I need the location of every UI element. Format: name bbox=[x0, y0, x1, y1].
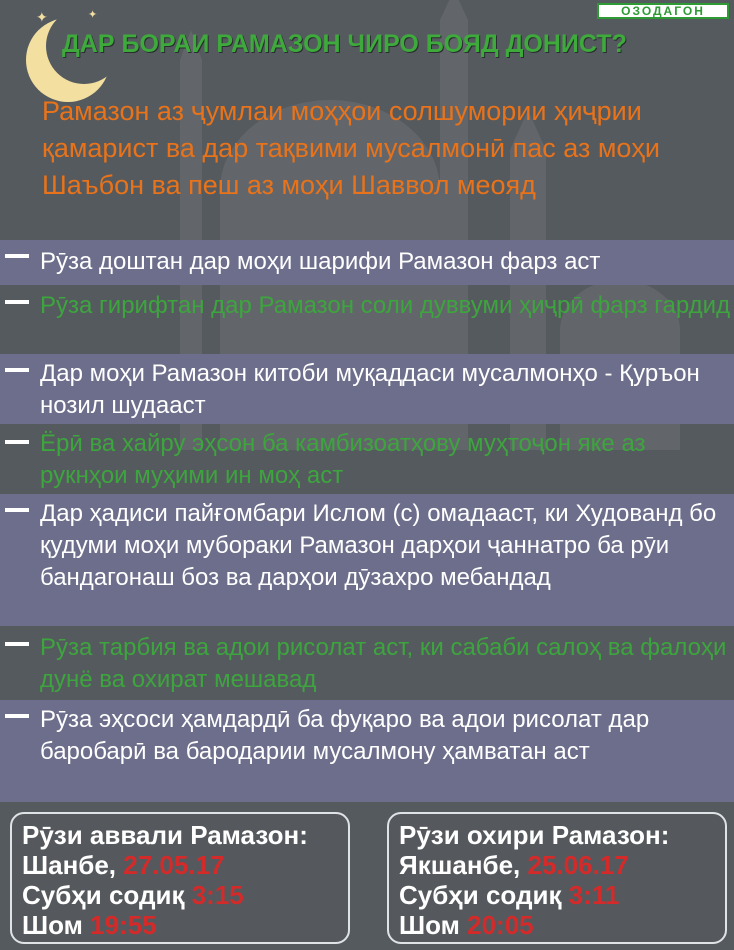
last-day-dawn-label: Субҳи содиқ bbox=[399, 880, 562, 910]
svg-text:✦: ✦ bbox=[88, 8, 98, 21]
first-day-heading: Рӯзи аввали Рамазон: bbox=[22, 820, 308, 850]
dash-icon bbox=[5, 368, 29, 372]
fact-text: Рӯза гирифтан дар Рамазон соли дуввуми ҳиҷрӣ фарз гардид bbox=[40, 292, 731, 319]
fact-text: Ёрӣ ва хайру эҳсон ба камбизоатҳову муҳтоҷон яке аз рукнҳои муҳими ин моҳ аст bbox=[40, 430, 646, 489]
first-day-dawn-label: Субҳи содиқ bbox=[22, 880, 185, 910]
fact-text: Рӯза эҳсоси ҳамдардӣ ба фуқаро ва адои рисолат дар баробарӣ ва бародарии мусалмону ҳамватан аст bbox=[40, 706, 650, 765]
first-day-evening-row bbox=[22, 910, 348, 940]
first-day-box bbox=[10, 812, 350, 944]
fact-text: Дар ҳадиси пайғомбари Ислом (с) омадааст, ки Худованд бо қудуми моҳи мубораки Рамазон дарҳои ҷаннатро ба рӯи бандагонаш боз ва дарҳои дӯзахро мебандад bbox=[40, 500, 717, 591]
first-day-evening-time: 19:55 bbox=[90, 910, 157, 940]
fact-text: Рӯза доштан дар моҳи шарифи Рамазон фарз аст bbox=[40, 248, 601, 275]
fact-text: Рӯза тарбия ва адои рисолат аст, ки сабаби салоҳ ва фалоҳи дунё ва охират мешавад bbox=[40, 634, 727, 693]
first-day-evening-label: Шом bbox=[22, 910, 83, 940]
fact-item bbox=[0, 286, 734, 354]
last-day-date-row bbox=[399, 850, 725, 880]
last-day-evening-time: 20:05 bbox=[467, 910, 534, 940]
first-day-date: 27.05.17 bbox=[123, 850, 225, 880]
fact-item bbox=[0, 700, 734, 802]
first-day-date-row bbox=[22, 850, 348, 880]
first-day-weekday: Шанбе, bbox=[22, 850, 117, 880]
first-day-dawn-row bbox=[22, 880, 348, 910]
dash-icon bbox=[5, 300, 29, 304]
last-day-heading: Рӯзи охири Рамазон: bbox=[399, 820, 670, 850]
intro-paragraph: Рамазон аз ҷумлаи моҳҳои солшумории ҳиҷрии қамарист ва дар тақвими мусалмонӣ пас аз моҳи Шаъбон ва пеш аз моҳи Шаввол меояд bbox=[42, 96, 660, 200]
fact-item bbox=[0, 628, 734, 698]
brand-logo: ОЗОДАГОН bbox=[597, 3, 729, 19]
last-day-box bbox=[387, 812, 727, 944]
last-day-dawn-time: 3:11 bbox=[568, 880, 620, 910]
fact-text: Дар моҳи Рамазон китоби муқаддаси мусалмонҳо - Қуръон нозил шудааст bbox=[40, 360, 700, 419]
page-title: ДАР БОРАИ РАМАЗОН ЧИРО БОЯД ДОНИСТ? bbox=[62, 30, 627, 58]
dash-icon bbox=[5, 714, 29, 718]
last-day-weekday: Якшанбе, bbox=[399, 850, 521, 880]
dash-icon bbox=[5, 254, 29, 258]
last-day-evening-label: Шом bbox=[399, 910, 460, 940]
fact-item bbox=[0, 354, 734, 424]
first-day-dawn-time: 3:15 bbox=[191, 880, 244, 910]
fact-item bbox=[0, 426, 734, 492]
last-day-dawn-row bbox=[399, 880, 725, 910]
dash-icon bbox=[5, 440, 29, 444]
last-day-date: 25.06.17 bbox=[527, 850, 629, 880]
fact-item bbox=[0, 494, 734, 626]
dash-icon bbox=[5, 508, 29, 512]
last-day-evening-row bbox=[399, 910, 725, 940]
fact-item bbox=[0, 240, 734, 285]
dash-icon bbox=[5, 642, 29, 646]
svg-text:✦: ✦ bbox=[36, 10, 48, 26]
